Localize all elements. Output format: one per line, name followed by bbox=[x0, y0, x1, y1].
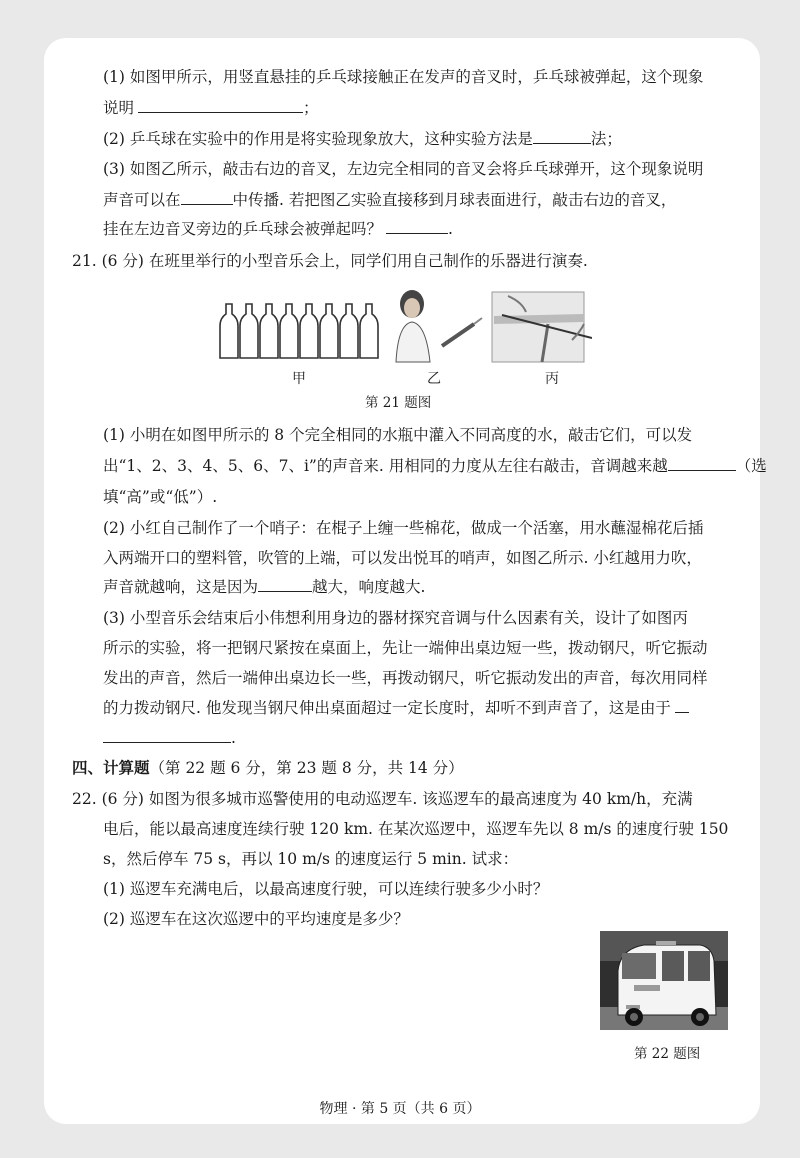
answer-blank[interactable] bbox=[138, 97, 303, 113]
ruler-table-illustration bbox=[492, 292, 592, 362]
answer-blank[interactable] bbox=[386, 218, 448, 234]
girl-whistle-illustration bbox=[396, 290, 482, 362]
q21-p3-line5: . bbox=[103, 727, 236, 749]
figure-label-bing: 丙 bbox=[545, 371, 559, 387]
q22-line1: 22. (6 分) 如图为很多城市巡警使用的电动巡逻车. 该巡逻车的最高速度为 40 km/h，充满 bbox=[72, 790, 693, 808]
q21-p2-line3: 声音就越响，这是因为 越大，响度越大. bbox=[103, 578, 426, 596]
q22-p1-line: (1) 巡逻车充满电后，以最高速度行驶，可以连续行驶多少小时？ bbox=[103, 880, 549, 898]
q20-p3-line3: 挂在左边音叉旁边的乒乓球会被弹起吗？ . bbox=[103, 220, 453, 238]
answer-blank[interactable] bbox=[258, 576, 312, 592]
figure-22-caption: 第 22 题图 bbox=[634, 1046, 701, 1062]
q21-header: 21. (6 分) 在班里举行的小型音乐会上，同学们用自己制作的乐器进行演奏. bbox=[72, 252, 588, 270]
answer-blank[interactable] bbox=[533, 128, 591, 144]
figure-22-patrol-car bbox=[600, 931, 728, 1030]
q22-line2: 电后，能以最高速度连续行驶 120 km. 在某次巡逻中，巡逻车先以 8 m/s 的速度行驶 150 bbox=[103, 820, 729, 838]
section-4-heading: 四、计算题（第 22 题 6 分，第 23 题 8 分，共 14 分） bbox=[72, 758, 464, 777]
page-footer: 物理 · 第 5 页（共 6 页） bbox=[319, 1101, 481, 1117]
q20-p2-line: (2) 乒乓球在实验中的作用是将实验现象放大，这种实验方法是 法； bbox=[103, 130, 622, 148]
answer-blank[interactable] bbox=[181, 189, 233, 205]
q21-p1-line3: 填“高”或“低”）. bbox=[103, 488, 218, 506]
patrol-car-illustration bbox=[618, 941, 716, 1026]
q22-line3: s，然后停车 75 s，再以 10 m/s 的速度运行 5 min. 试求： bbox=[103, 850, 519, 868]
figure-21 bbox=[212, 288, 592, 366]
q20-p1-line1: (1) 如图甲所示，用竖直悬挂的乒乓球接触正在发声的音叉时，乒乓球被弹起，这个现象 bbox=[103, 68, 704, 86]
q21-p3-line3: 发出的声音，然后一端伸出桌边长一些，再拨动钢尺，听它振动发出的声音，每次用同样 bbox=[103, 669, 708, 687]
answer-blank[interactable] bbox=[675, 697, 689, 713]
figure-21-caption: 第 21 题图 bbox=[365, 395, 432, 411]
water-bottles-illustration bbox=[220, 304, 378, 358]
q21-p3-line4: 的力拨动钢尺. 他发现当钢尺伸出桌面超过一定长度时，却听不到声音了，这是由于 bbox=[103, 697, 689, 719]
q21-p2-line1: (2) 小红自己制作了一个哨子：在棍子上缠一些棉花，做成一个活塞，用水蘸湿棉花后插 bbox=[103, 519, 704, 537]
q20-p3-line1: (3) 如图乙所示，敲击右边的音叉，左边完全相同的音叉会将乒乓球弹开，这个现象说明 bbox=[103, 160, 704, 178]
q21-p3-line1: (3) 小型音乐会结束后小伟想利用身边的器材探究音调与什么因素有关，设计了如图丙 bbox=[103, 609, 688, 627]
answer-blank[interactable] bbox=[103, 727, 231, 743]
q21-p2-line2: 入两端开口的塑料管，吹管的上端，可以发出悦耳的哨声，如图乙所示. 小红越用力吹， bbox=[103, 549, 702, 567]
q21-p1-line2: 出“1、2、3、4、5、6、7、i”的声音来. 用相同的力度从左往右敲击，音调越来越 （选 bbox=[103, 457, 767, 475]
q20-p3-line2: 声音可以在 中传播. 若把图乙实验直接移到月球表面进行，敲击右边的音叉， bbox=[103, 191, 677, 209]
answer-blank[interactable] bbox=[668, 455, 736, 471]
figure-label-yi: 乙 bbox=[427, 371, 441, 387]
q21-p1-line1: (1) 小明在如图甲所示的 8 个完全相同的水瓶中灌入不同高度的水，敲击它们，可以发 bbox=[103, 426, 693, 444]
q22-p2-line: (2) 巡逻车在这次巡逻中的平均速度是多少？ bbox=[103, 910, 409, 928]
figure-label-jia: 甲 bbox=[292, 371, 306, 387]
q20-p1-line2: 说明 ； bbox=[103, 99, 319, 117]
q21-p3-line2: 所示的实验，将一把钢尺紧按在桌面上，先让一端伸出桌边短一些，拨动钢尺，听它振动 bbox=[103, 639, 708, 657]
